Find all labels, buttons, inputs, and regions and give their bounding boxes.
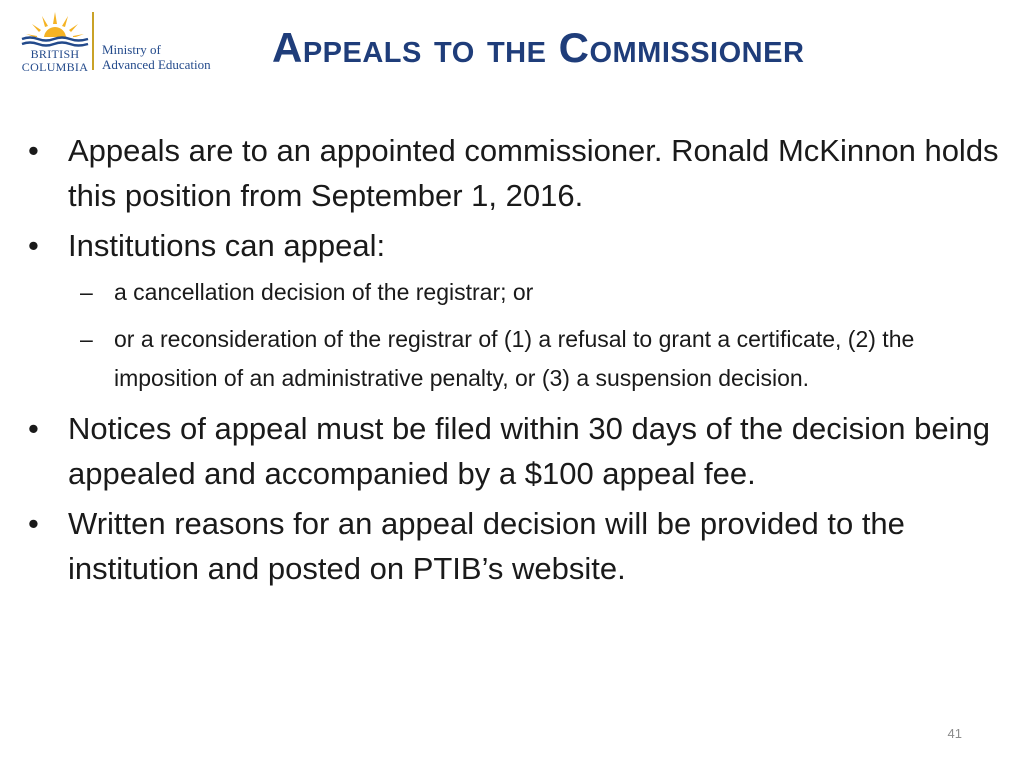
sub-bullet-item <box>28 320 1008 398</box>
bullet-text: Institutions can appeal: <box>68 228 386 263</box>
sub-bullet-item <box>28 273 1008 312</box>
logo-divider <box>92 12 94 70</box>
bullet-item <box>28 128 1008 218</box>
bullet-marker: • <box>28 411 39 446</box>
bc-wordmark-line2: COLUMBIA <box>21 60 89 74</box>
page-number: 41 <box>947 726 962 741</box>
bc-ministry-logo <box>10 8 230 76</box>
bullet-text: Written reasons for an appeal decision will be provided to the institution and posted on PTIB’s website. <box>68 506 905 586</box>
ministry-name-line2: Advanced Education <box>102 57 211 72</box>
slide-title: Appeals to the Commissioner <box>272 24 805 71</box>
bullet-text: Notices of appeal must be filed within 30 days of the decision being appealed and accompanied by a $100 appeal fee. <box>68 411 990 491</box>
bullet-item <box>28 406 1008 496</box>
bullet-marker: • <box>28 228 39 263</box>
bullet-text: Appeals are to an appointed commissioner. Ronald McKinnon holds this position from September 1, 2016. <box>68 133 999 213</box>
dash-marker: – <box>80 279 93 305</box>
sub-bullet-text: a cancellation decision of the registrar; or <box>114 279 534 305</box>
sub-bullet-text: or a reconsideration of the registrar of (1) a refusal to grant a certificate, (2) the imposition of an administrative penalty, or (3) a suspension decision. <box>114 326 915 391</box>
bullet-marker: • <box>28 506 39 541</box>
ministry-name-line1: Ministry of <box>102 42 161 57</box>
bullet-item <box>28 501 1008 591</box>
bc-wordmark <box>10 48 100 74</box>
bullet-marker: • <box>28 133 39 168</box>
bc-wordmark-line1: BRITISH <box>30 47 80 61</box>
dash-marker: – <box>80 326 93 352</box>
bc-sun-emblem-icon <box>16 8 94 48</box>
bullet-item <box>28 223 1008 268</box>
slide-body <box>28 128 1008 596</box>
ministry-name <box>102 42 211 72</box>
